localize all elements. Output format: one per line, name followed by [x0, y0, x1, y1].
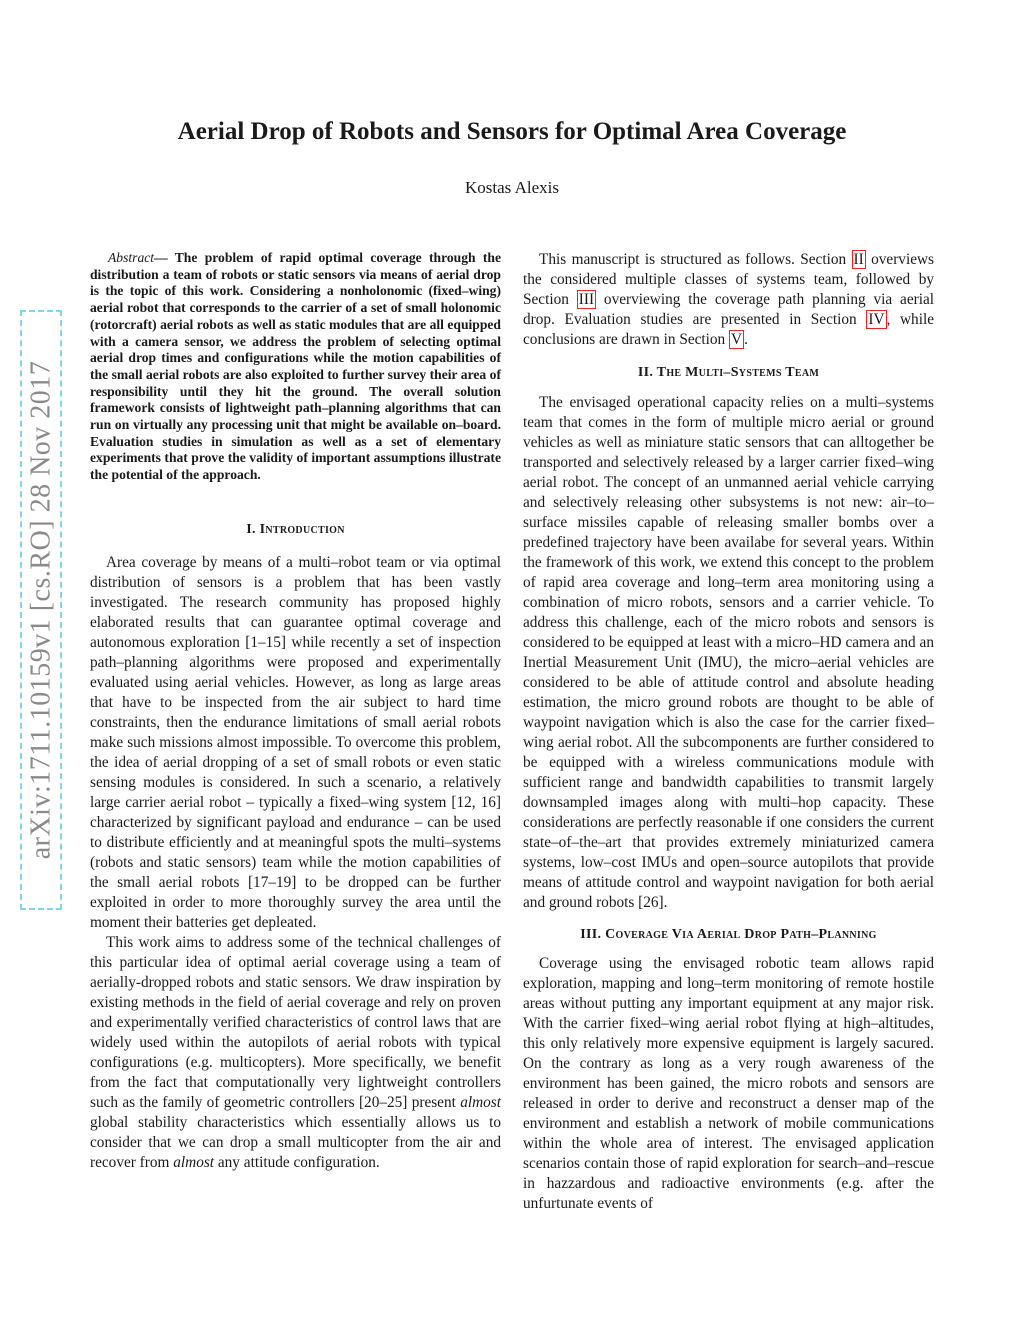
intro-paragraph-2 — [90, 933, 501, 1173]
paper-title: Aerial Drop of Robots and Sensors for Optimal Area Coverage — [177, 118, 847, 145]
section-ref-link-iii[interactable]: III — [578, 291, 595, 308]
structure-text-5: . — [744, 331, 748, 348]
structure-text-4: , while conclusions are drawn in Section — [523, 311, 934, 348]
intro-p2-emphasis-2: almost — [173, 1153, 215, 1171]
structure-text-3: overviewing the coverage path planning via aerial drop. Evaluation studies are presented in Section — [523, 291, 934, 328]
abstract-text: The problem of rapid optimal coverage through the distribution a team of robots or static sensors via means of aerial drop is the topic of this work. Considering a nonholonomic (fixed–wing) aerial robot that corresponds to the carrier of a set of small holonomic (rotorcraft) aerial robots as well as static modules that are all equipped with a camera sensor, we address the problem of selecting optimal aerial drop times and configurations while the motion capabilities of the small aerial robots are also exploited to further survey their area of responsibility until they hit the ground. The overall solution framework consists of lightweight path–planning algorithms that can run on virtually any processing unit that might be available on–board. Evaluation studies in simulation as well as a set of elementary experiments that prove the validity of important assumptions illustrate the potential of the approach. — [90, 250, 501, 483]
structure-paragraph — [523, 250, 934, 350]
section-ref-link-iv[interactable]: IV — [868, 311, 885, 328]
paper-author: Kostas Alexis — [465, 178, 559, 197]
section-ref-link-ii[interactable]: II — [853, 251, 864, 268]
section2-paragraph-1: The envisaged operational capacity relies on a multi–systems team that comes in the form of multiple micro aerial or ground vehicles as well as miniature static sensors that can alltogether be transported and selectively released by a larger carrier fixed–wing aerial robot. The concept of an unmanned aerial vehicle carrying and selectively releasing other subsystems is not new: air–to–surface missiles capable of releasing smaller bombs over a predefined trajectory have been availabe for several years. Within the framework of this work, we extend this concept to the problem of rapid area coverage and long–term area monitoring using a combination of micro robots, sensors and a carrier vehicle. To address this challenge, each of the micro robots and sensors is considered to be equipped at least with a micro–HD camera and an Inertial Measurement Unit (IMU), the micro–aerial vehicles are considered to be able of attitude control and absolute heading estimation, the micro ground robots are thought to be able of waypoint navigation which is also the case for the carrier fixed–wing aerial robot. All the subcomponents are further considered to be equipped with a wireless communications module with sufficient range and bandwidth capabilities to transmit largely downsampled images along with multi–hop capacity. These considerations are perfectly reasonable if one considers the current state–of–the–art that provides extremely miniaturized camera systems, low–cost IMUs and open–source autopilots that provide means of attitude control and waypoint navigation for both aerial and ground robots [26]. — [523, 394, 934, 911]
arxiv-identifier-text: arXiv:1711.10159v1 [cs.RO] 28 Nov 2017 — [25, 360, 56, 860]
abstract-dash: — — [154, 250, 175, 265]
section3-paragraph-1: Coverage using the envisaged robotic team allows rapid exploration, mapping and long–term monitoring of remote hostile areas without putting any important equipment at any major risk. With the carrier fixed–wing aerial robot flying at high–altitudes, this only relatively more expensive equipment is largely sacured. On the contrary as long as a very rough awareness of the environment has been gained, the micro robots and sensors are released in order to derive and reconstruct a denser map of the environment and establish a network of mobile communications within the whole area of interest. The envisaged application scenarios contain those of rapid exploration for search–and–rescue in hazzardous and radioactive environments (e.g. after the unfurtunate events of — [523, 955, 934, 1212]
left-column — [90, 250, 501, 1173]
arxiv-identifier-stamp — [20, 310, 62, 910]
section-heading-introduction: I. Introduction — [246, 521, 345, 537]
intro-p2-text-b: global stability characteristics which essentially allows us to consider that we can drop a small multicopter from the air and recover from — [90, 1113, 501, 1171]
section-heading-coverage: III. Coverage Via Aerial Drop Path–Planning — [580, 927, 877, 942]
section-ref-link-v[interactable]: V — [731, 331, 743, 348]
structure-text-1: This manuscript is structured as follows. Section — [539, 251, 852, 268]
intro-p2-text-c: any attitude configuration. — [214, 1153, 380, 1171]
section-heading-multi-systems-team: II. The Multi–Systems Team — [637, 365, 820, 380]
intro-p2-emphasis-1: almost — [460, 1093, 501, 1111]
intro-p2-text-a: This work aims to address some of the technical challenges of this particular idea of optimal aerial coverage using a team of aerially-dropped robots and static sensors. We draw inspiration by existing methods in the field of aerial coverage and rely on proven and experimentally verified characteristics of control laws that are widely used within the autopilots of aerial robots with typical configurations (e.g. multicopters). More specifically, we benefit from the fact that computationally very lightweight controllers such as the family of geometric controllers [20–25] present — [90, 933, 501, 1111]
abstract-label: Abstract — [108, 250, 155, 265]
right-column — [523, 250, 934, 1214]
abstract — [90, 250, 501, 484]
intro-paragraph-1: Area coverage by means of a multi–robot team or via optimal distribution of sensors is a problem that has been vastly investigated. The research community has proposed highly elaborated results that can guarantee optimal coverage and autonomous exploration [1–15] while recently a set of inspection path–planning algorithms were proposed and experimentally evaluated using aerial vehicles. However, as long as large areas that have to be inspected from the air subject to hard time constraints, then the endurance limitations of small aerial robots make such missions almost impossible. To overcome this problem, the idea of aerial dropping of a set of small robots or even static sensing modules is considered. In such a scenario, a relatively large carrier aerial robot – typically a fixed–wing system [12, 16] characterized by significant payload and endurance – can be used to distribute efficiently and at meaningful spots the multi–systems (robots and static sensors) team while the motion capabilities of the small aerial robots [17–19] to be dropped can be further exploited in order to more thoroughly survey the area until the moment their batteries get depleated. — [90, 553, 501, 931]
structure-text-2: overviews the considered multiple classes of systems team, followed by Section — [523, 251, 934, 308]
